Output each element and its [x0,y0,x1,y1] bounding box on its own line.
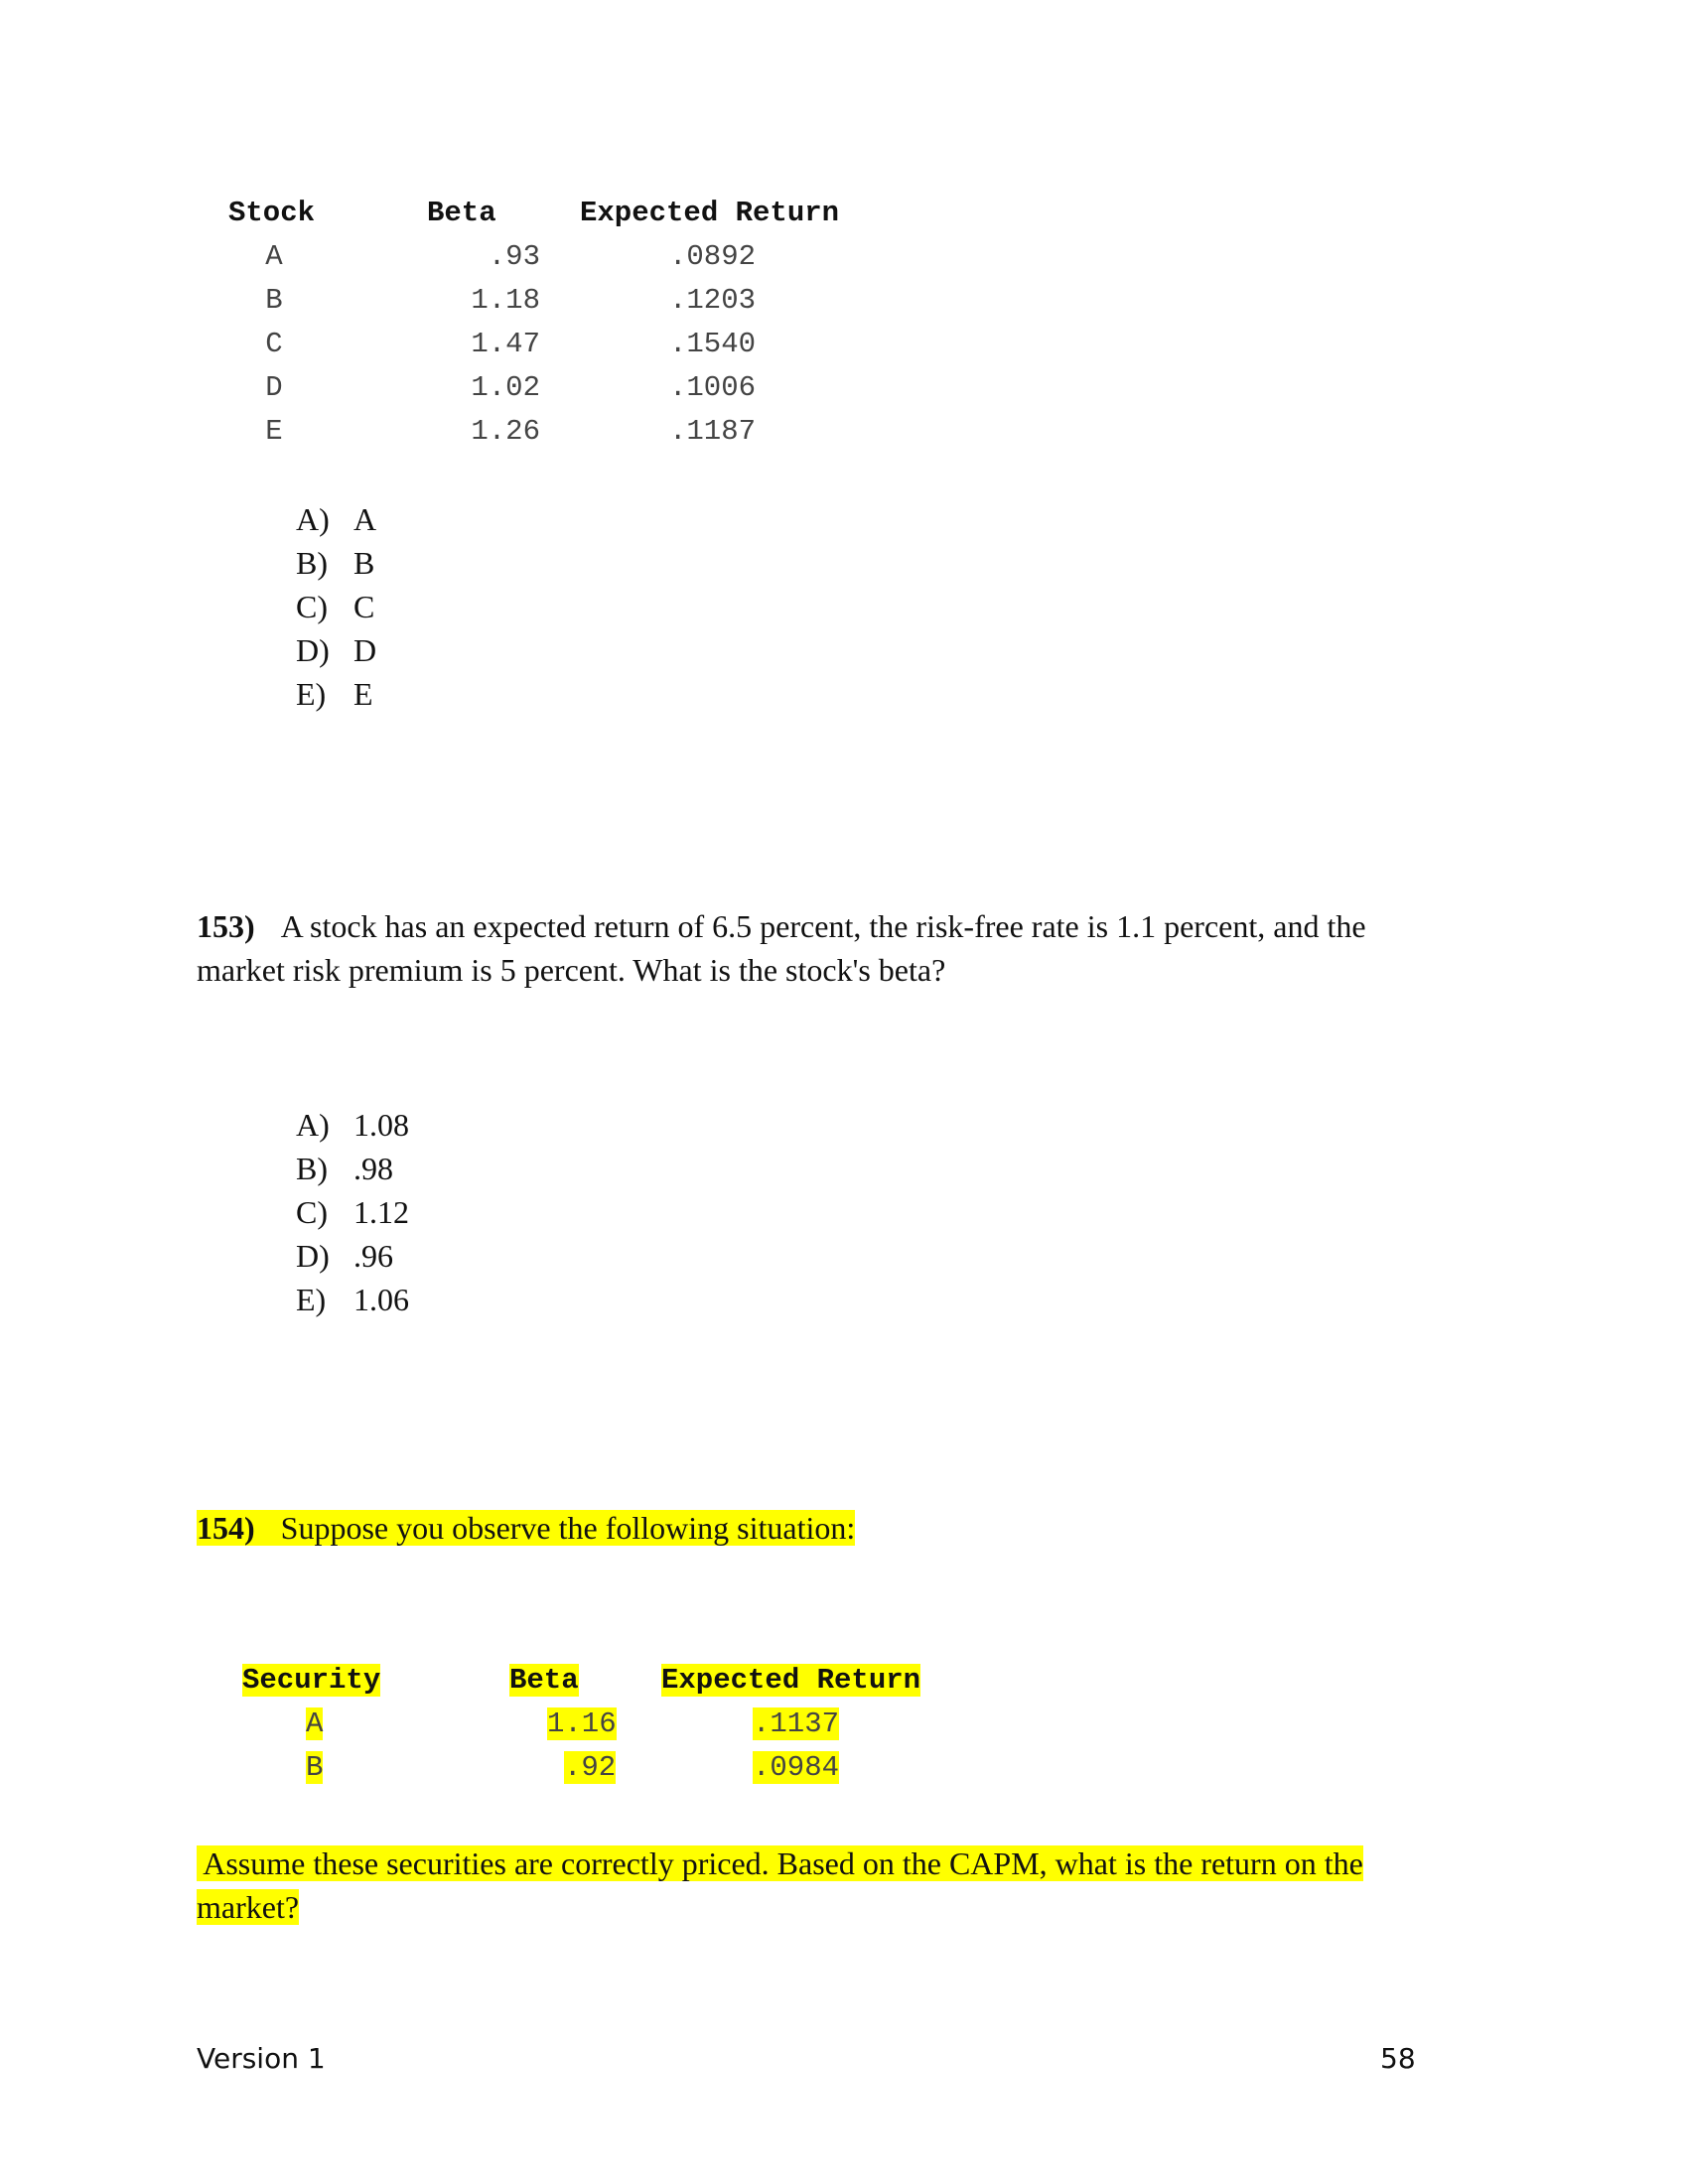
table2-cell-return: .1137 [753,1707,840,1740]
table1-cell-stock: D [265,371,283,404]
table1-cell-beta: 1.47 [471,328,540,360]
table2-header-expected-return: Expected Return [661,1664,921,1697]
option-letter: C) [296,589,328,624]
table1-cell-return: .1187 [669,415,757,448]
option-text: 1.06 [353,1282,409,1317]
answer-option[interactable] [296,501,376,538]
q153-text-line1: A stock has an expected return of 6.5 percent, the risk-free rate is 1.1 percent, and the [280,908,1366,944]
option-letter: A) [296,1107,330,1143]
option-letter: D) [296,1238,330,1274]
option-letter: D) [296,632,330,668]
option-letter: C) [296,1194,328,1230]
answer-option[interactable] [296,1238,393,1275]
option-text: .96 [353,1238,393,1274]
option-text: A [353,501,377,537]
table1-cell-stock: C [265,328,283,360]
table1-cell-beta: 1.18 [471,284,540,317]
answer-option[interactable] [296,589,374,625]
table1-header-expected-return: Expected Return [580,197,840,229]
q154-question-text-line1: Assume these securities are correctly priced. Based on the CAPM, what is the return on the [197,1845,1363,1881]
answer-option[interactable] [296,1151,393,1187]
table2-header-beta: Beta [509,1664,579,1697]
option-letter: E) [296,1282,327,1317]
table1-cell-return: .1203 [669,284,757,317]
option-letter: E) [296,676,327,712]
footer-page-number: 58 [1380,2042,1416,2075]
q154-intro-text: Suppose you observe the following situation: [280,1510,856,1546]
q153-line1 [197,908,1366,945]
option-letter: B) [296,1151,328,1186]
footer-version: Version 1 [197,2042,326,2075]
answer-option[interactable] [296,1107,409,1144]
table1-cell-return: .1006 [669,371,757,404]
answer-option[interactable] [296,545,374,582]
question-number: 154) [197,1510,255,1546]
option-text: D [353,632,377,668]
table1-cell-beta: 1.02 [471,371,540,404]
table1-cell-return: .0892 [669,240,757,273]
q154-question-text-line2: market? [197,1889,300,1925]
question-number: 153) [197,908,255,944]
q153-text-line2: market risk premium is 5 percent. What is the stock's beta? [197,952,946,988]
table2-cell-security: B [306,1751,324,1784]
option-letter: A) [296,501,330,537]
option-text: 1.12 [353,1194,409,1230]
answer-option[interactable] [296,1282,409,1318]
table2-cell-beta: 1.16 [547,1707,617,1740]
option-text: .98 [353,1151,393,1186]
q154-question-line1 [197,1845,1363,1882]
table1-header-stock: Stock [228,197,316,229]
table1-cell-stock: A [265,240,283,273]
table2-cell-return: .0984 [753,1751,840,1784]
option-letter: B) [296,545,328,581]
table2-cell-beta: .92 [564,1751,617,1784]
table2-cell-security: A [306,1707,324,1740]
answer-option[interactable] [296,676,373,713]
answer-option[interactable] [296,1194,409,1231]
option-text: E [353,676,373,712]
answer-option[interactable] [296,632,376,669]
table1-cell-stock: B [265,284,283,317]
table1-cell-stock: E [265,415,283,448]
q154-question-line2 [197,1889,299,1926]
q154-intro [197,1510,855,1547]
option-text: C [353,589,375,624]
option-text: B [353,545,375,581]
option-text: 1.08 [353,1107,409,1143]
table1-cell-beta: .93 [488,240,540,273]
table2-header-security: Security [242,1664,381,1697]
table1-cell-return: .1540 [669,328,757,360]
table1-cell-beta: 1.26 [471,415,540,448]
table1-header-beta: Beta [427,197,496,229]
